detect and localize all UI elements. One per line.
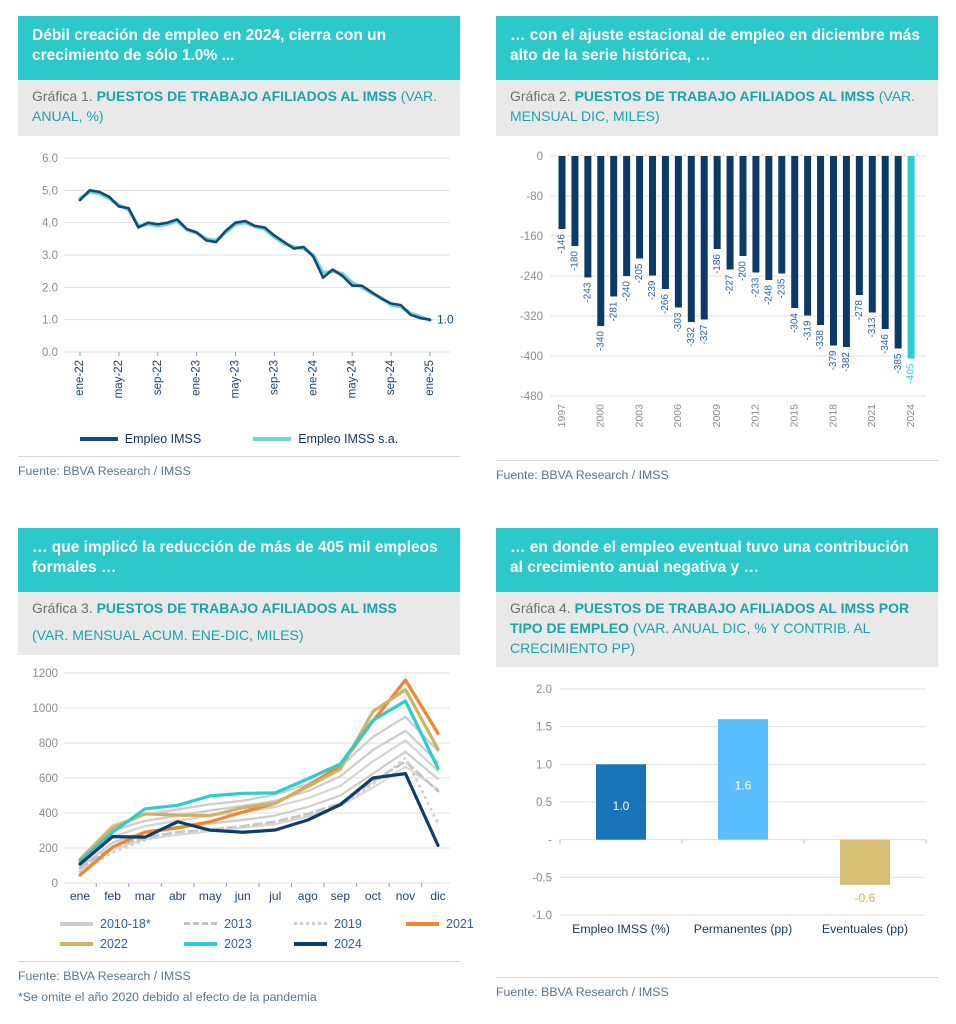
axis-label: 400 xyxy=(38,807,58,820)
x-axis-label: 2006 xyxy=(672,403,685,428)
bar-value-label: -319 xyxy=(802,320,814,341)
bar-value-label: -205 xyxy=(634,263,646,284)
axis-label: -400 xyxy=(519,350,543,363)
x-axis-label: ago xyxy=(297,888,318,903)
bar-value-label: -278 xyxy=(853,299,865,320)
bar-value-label: -146 xyxy=(556,233,568,254)
bar-value-label: -239 xyxy=(647,280,659,301)
bar-value-label: -379 xyxy=(828,350,840,371)
x-axis-label: jun xyxy=(234,888,251,903)
bar-2022 xyxy=(882,156,889,329)
bar-1999 xyxy=(584,156,591,278)
x-axis-label: may-24 xyxy=(346,359,359,399)
x-axis-label: 2009 xyxy=(710,403,723,428)
chart-title-units: (VAR. ANUAL, %) xyxy=(32,88,438,124)
bar-value-label: -340 xyxy=(595,330,607,351)
bar-2009 xyxy=(714,156,721,249)
x-axis-label: ene-23 xyxy=(190,359,203,396)
chart-3-legend xyxy=(18,916,474,951)
source-block xyxy=(18,456,460,478)
panel-4-headline: … en donde el empleo eventual tuvo una contribución al crecimiento anual negativa y … xyxy=(496,528,938,592)
axis-label: 0 xyxy=(51,877,58,890)
x-axis-label: ene xyxy=(69,888,91,903)
axis-label: 1.0 xyxy=(536,759,552,772)
bar-1998 xyxy=(571,156,578,246)
legend-label: 2024 xyxy=(334,936,362,951)
x-axis-label: mar xyxy=(134,888,156,903)
bar-2015 xyxy=(791,156,798,308)
bar-value-label: -327 xyxy=(698,324,710,345)
bar-2005 xyxy=(662,156,669,289)
x-axis-label: 2003 xyxy=(633,403,646,428)
x-axis-label: may-23 xyxy=(229,359,242,399)
x-axis-label: sep-22 xyxy=(151,359,164,395)
bar-2023 xyxy=(895,156,902,349)
bar-Eventuales (pp) xyxy=(840,840,890,885)
bar-value-label: -382 xyxy=(841,351,853,372)
legend-swatch xyxy=(60,922,93,926)
x-axis-label: dic xyxy=(430,888,446,903)
bar-2010 xyxy=(727,156,734,270)
panel-grafica-3 xyxy=(18,528,474,1004)
axis-label: -1.0 xyxy=(532,910,552,923)
bar-2013 xyxy=(765,156,772,280)
x-axis-label: Permanentes (pp) xyxy=(693,922,793,937)
bar-value-label: -313 xyxy=(866,317,878,338)
dic-monthly-bar-chart xyxy=(496,144,938,450)
legend-item-2023 xyxy=(184,937,294,951)
bar-value-label: 1.0 xyxy=(612,799,630,814)
legend-label: 2022 xyxy=(100,936,128,951)
legend-item-Empleo IMSS s.a. xyxy=(253,432,398,446)
x-axis-label: 2000 xyxy=(594,403,607,428)
bar-2006 xyxy=(675,156,682,308)
legend-item-Empleo IMSS xyxy=(80,432,201,446)
x-axis-label: abr xyxy=(168,888,187,903)
panel-3-subtitle xyxy=(18,592,460,655)
chart-number-label: Gráfica 1. xyxy=(32,88,97,104)
chart-title-units: (VAR. ANUAL DIC, % Y CONTRIB. AL CRECIMIENTO PP) xyxy=(510,619,870,656)
axis-label: -240 xyxy=(519,270,543,283)
bar-value-label: -235 xyxy=(776,278,788,299)
legend-item-2022 xyxy=(60,937,184,951)
bar-value-label: -0.6 xyxy=(854,891,876,906)
source-text: Fuente: BBVA Research / IMSS xyxy=(18,463,191,478)
empleo-imss-line-chart xyxy=(18,144,460,430)
chart-title-units: (VAR. MENSUAL DIC, MILES) xyxy=(510,88,916,124)
chart-title-bold: PUESTOS DE TRABAJO AFILIADOS AL IMSS xyxy=(574,88,879,104)
axis-label: 1.5 xyxy=(536,722,552,735)
source-block xyxy=(496,977,938,999)
x-axis-label: feb xyxy=(104,888,121,903)
x-axis-label: Eventuales (pp) xyxy=(821,922,909,937)
axis-label: -0.5 xyxy=(532,872,552,885)
bar-value-label: -338 xyxy=(815,329,827,350)
bar-value-label: -180 xyxy=(569,250,581,271)
legend-label: Empleo IMSS xyxy=(124,431,202,446)
legend-label: 2023 xyxy=(224,936,252,951)
bar-2021 xyxy=(869,156,876,313)
legend-label: Empleo IMSS s.a. xyxy=(298,431,399,446)
bar-2001 xyxy=(610,156,617,297)
bar-2014 xyxy=(778,156,785,274)
panel-grafica-2 xyxy=(496,16,938,482)
bar-value-label: 1.6 xyxy=(734,778,752,793)
source-text: Fuente: BBVA Research / IMSS xyxy=(18,968,191,983)
axis-label: 2.0 xyxy=(42,282,58,295)
legend-item-2024 xyxy=(294,937,406,951)
bar-value-label: -186 xyxy=(711,253,723,274)
end-value-label: 1.0 xyxy=(437,312,454,327)
bar-2016 xyxy=(804,156,811,316)
x-axis-label: 2012 xyxy=(749,403,762,428)
bar-value-label: -304 xyxy=(789,312,801,333)
legend-item-2013 xyxy=(184,917,294,931)
chart-title-bold: PUESTOS DE TRABAJO AFILIADOS AL IMSS xyxy=(96,599,397,616)
panel-grafica-4 xyxy=(496,528,938,1004)
panel-1-subtitle xyxy=(18,80,460,136)
axis-label: - xyxy=(548,835,552,848)
source-block xyxy=(18,961,460,1004)
axis-label: 1000 xyxy=(32,702,58,715)
legend-swatch xyxy=(80,437,118,441)
x-axis-label: 1997 xyxy=(555,403,568,428)
chart-title-bold: PUESTOS DE TRABAJO AFILIADOS AL IMSS xyxy=(96,88,401,104)
bar-2007 xyxy=(688,156,695,322)
bar-value-label: -385 xyxy=(892,353,904,374)
x-axis-label: ene-24 xyxy=(307,359,320,396)
axis-label: 200 xyxy=(38,842,58,855)
x-axis-label: ene-25 xyxy=(424,359,437,396)
axis-label: 800 xyxy=(38,737,58,750)
panel-2-subtitle xyxy=(496,80,938,136)
bar-2008 xyxy=(701,156,708,320)
bar-value-label: -281 xyxy=(608,301,620,322)
chart-number-label: Gráfica 4. xyxy=(510,599,575,616)
bar-2018 xyxy=(830,156,837,346)
bar-value-label: -405 xyxy=(905,363,917,384)
bar-value-label: -346 xyxy=(879,333,891,354)
legend-swatch xyxy=(294,922,327,925)
axis-label: 600 xyxy=(38,772,58,785)
x-axis-label: sep xyxy=(330,888,351,903)
x-axis-label: sep-23 xyxy=(268,359,281,395)
source-text: Fuente: BBVA Research / IMSS xyxy=(496,985,669,1000)
axis-label: 3.0 xyxy=(42,249,58,262)
x-axis-label: oct xyxy=(364,888,381,903)
x-axis-label: 2018 xyxy=(827,403,840,428)
legend-label: 2021 xyxy=(446,916,474,931)
legend-swatch xyxy=(406,922,439,926)
bar-2002 xyxy=(623,156,630,276)
bar-value-label: -243 xyxy=(582,282,594,303)
bar-value-label: -303 xyxy=(672,312,684,333)
chart-1-legend xyxy=(18,432,460,446)
axis-label: -480 xyxy=(519,390,543,403)
legend-swatch xyxy=(253,437,291,441)
panel-2-headline: … con el ajuste estacional de empleo en diciembre más alto de la serie histórica, … xyxy=(496,16,938,80)
axis-label: 0.0 xyxy=(42,346,58,359)
bar-2017 xyxy=(817,156,824,325)
x-axis-label: jul xyxy=(269,888,282,903)
legend-item-2019 xyxy=(294,917,406,931)
axis-label: 4.0 xyxy=(42,217,58,230)
axis-label: 6.0 xyxy=(42,152,58,165)
chart-title-units: (VAR. MENSUAL ACUM. ENE-DIC, MILES) xyxy=(32,626,304,643)
bar-value-label: -200 xyxy=(737,260,749,281)
legend-swatch xyxy=(184,922,217,925)
axis-label: -160 xyxy=(519,230,543,243)
bar-2011 xyxy=(740,156,747,256)
legend-label: 2013 xyxy=(224,916,252,931)
bar-value-label: -332 xyxy=(685,326,697,347)
legend-label: 2019 xyxy=(334,916,362,931)
panel-grafica-1 xyxy=(18,16,460,482)
bar-2020 xyxy=(856,156,863,295)
bar-value-label: -248 xyxy=(763,284,775,305)
x-axis-label: nov xyxy=(395,888,416,903)
bar-2000 xyxy=(597,156,604,326)
source-text: Fuente: BBVA Research / IMSS xyxy=(496,467,669,482)
legend-swatch xyxy=(184,942,217,946)
chart-number-label: Gráfica 3. xyxy=(32,599,97,616)
legend-item-2021 xyxy=(406,917,474,931)
chart-title-bold: PUESTOS DE TRABAJO AFILIADOS AL IMSS POR TIPO DE EMPLEO xyxy=(510,599,910,636)
source-block xyxy=(496,460,938,482)
x-axis-label: sep-24 xyxy=(385,359,398,395)
bar-1997 xyxy=(559,156,566,229)
axis-label: -80 xyxy=(526,190,543,203)
axis-label: 1200 xyxy=(32,667,58,680)
acumulado-line-chart xyxy=(18,663,460,911)
bar-value-label: -266 xyxy=(660,293,672,314)
x-axis-label: 2024 xyxy=(904,403,917,428)
axis-label: 0.5 xyxy=(536,797,552,810)
axis-label: 2.0 xyxy=(536,684,552,697)
legend-swatch xyxy=(60,942,93,946)
bar-value-label: -227 xyxy=(724,274,736,295)
legend-label: 2010-18* xyxy=(100,916,151,931)
footnote-text: *Se omite el año 2020 debido al efecto de la pandemia xyxy=(18,989,317,1004)
tipo-empleo-bar-chart xyxy=(496,675,938,967)
legend-item-2010-18* xyxy=(60,917,184,931)
x-axis-label: 2015 xyxy=(788,403,801,428)
axis-label: 1.0 xyxy=(42,314,58,327)
line-series-Empleo IMSS s.a. xyxy=(80,192,430,320)
x-axis-label: 2021 xyxy=(866,403,879,428)
bar-2004 xyxy=(649,156,656,276)
chart-number-label: Gráfica 2. xyxy=(510,88,575,104)
x-axis-label: ene-22 xyxy=(74,359,87,396)
bar-2003 xyxy=(636,156,643,259)
x-axis-label: Empleo IMSS (%) xyxy=(572,922,670,937)
bar-2024 xyxy=(908,156,915,359)
legend-swatch xyxy=(294,942,327,946)
axis-label: 0 xyxy=(536,150,543,163)
panel-3-headline: … que implicó la reducción de más de 405 mil empleos formales … xyxy=(18,528,460,592)
axis-label: 5.0 xyxy=(42,185,58,198)
panel-1-headline: Débil creación de empleo en 2024, cierra con un crecimiento de sólo 1.0% ... xyxy=(18,16,460,80)
x-axis-label: may-22 xyxy=(112,359,125,399)
bar-2012 xyxy=(752,156,759,273)
bar-2019 xyxy=(843,156,850,347)
x-axis-label: may xyxy=(198,888,222,903)
axis-label: -320 xyxy=(519,310,543,323)
bar-value-label: -233 xyxy=(750,277,762,298)
bar-value-label: -240 xyxy=(621,280,633,301)
panel-4-subtitle xyxy=(496,592,938,668)
